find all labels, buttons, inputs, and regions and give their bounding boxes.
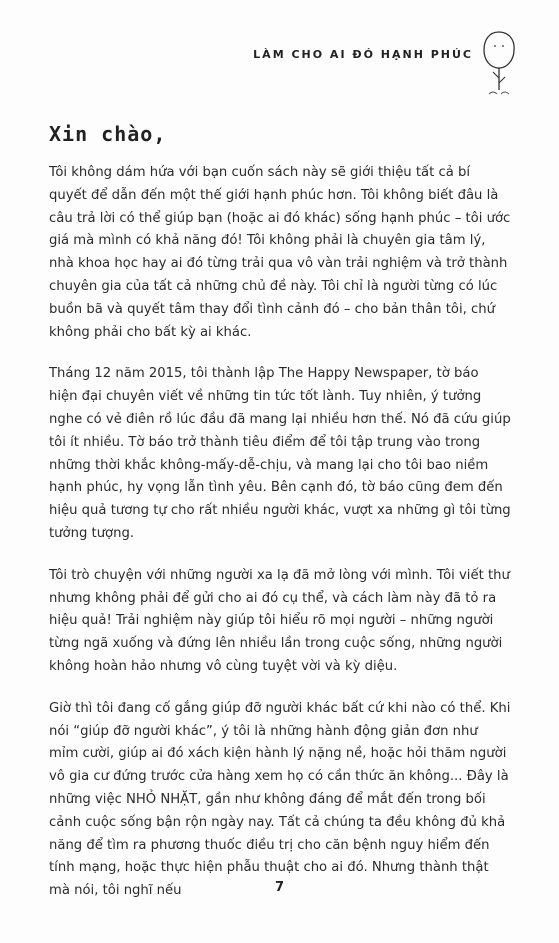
paragraph: Tháng 12 năm 2015, tôi thành lập The Happy Newspaper, tờ báo hiện đại chuyên viết về những tin tức tốt lành. Tuy nhiên, ý tưởng nghe có vẻ điên rồ lúc đầu đã mang lại nhiều hơn thế. Nó đã cứu giúp tôi ít nhiều. Tờ báo trở thành tiêu điểm để tôi tập trung vào trong những thời khắc không-mấy-dễ-chịu, và mang lại cho tôi bao niềm hạnh phúc, hy vọng lẫn tình yêu. Bên cạnh đó, tờ báo cũng đem đến hiệu quả tương tự cho rất nhiều người khác, vượt xa những gì tôi từng tưởng tượng.	[49, 366, 511, 541]
page-number: 7	[274, 880, 285, 895]
body-text	[49, 162, 511, 922]
running-header: LÀM CHO AI ĐÓ HẠNH PHÚC	[253, 48, 473, 61]
salutation: Xin chào,	[49, 122, 167, 146]
paragraph: Tôi trò chuyện với những người xa lạ đã mở lòng với mình. Tôi viết thư nhưng không phải để gửi cho ai đó cụ thể, và cách làm này đã tỏ ra hiệu quả! Trải nghiệm này giúp tôi hiểu rõ mọi người – những người từng ngã xuống và đứng lên nhiều lần trong cuộc sống, những người không hoàn hảo nhưng vô cùng tuyệt vời và kỳ diệu.	[49, 567, 510, 674]
tree-doodle-icon	[479, 28, 519, 100]
paragraph: Giờ thì tôi đang cố gắng giúp đỡ người khác bất cứ khi nào có thể. Khi nói “giúp đỡ người khác”, ý tôi là những hành động giản đơn như mỉm cười, giúp ai đó xách kiện hành lý nặng nề, hoặc hỏi thăm người vô gia cư đứng trước cửa hàng xem họ có cần thức ăn không... Đây là những việc NHỎ NHẶT, gần như không đáng để mắt đến trong bối cảnh cuộc sống bận rộn ngày nay. Tất cả chúng ta đều không đủ khả năng để tìm ra phương thuốc điều trị cho căn bệnh nguy hiểm đến tính mạng, hoặc thực hiện phẫu thuật cho ai đó. Nhưng thành thật mà nói, tôi nghĩ nếu	[49, 700, 511, 899]
paragraph: Tôi không dám hứa với bạn cuốn sách này sẽ giới thiệu tất cả bí quyết để dẫn đến một thế giới hạnh phúc hơn. Tôi không biết đâu là câu trả lời có thể giúp bạn (hoặc ai đó khác) sống hạnh phúc – tôi ước giá mà mình có khả năng đó! Tôi không phải là chuyên gia tâm lý, nhà khoa học hay ai đó từng trải qua vô vàn trải nghiệm và trở thành chuyên gia của tất cả những chủ đề này. Tôi chỉ là người từng có lúc buồn bã và quyết tâm thay đổi tình cảnh đó – cho bản thân tôi, chứ không phải cho bất kỳ ai khác.	[49, 165, 511, 340]
